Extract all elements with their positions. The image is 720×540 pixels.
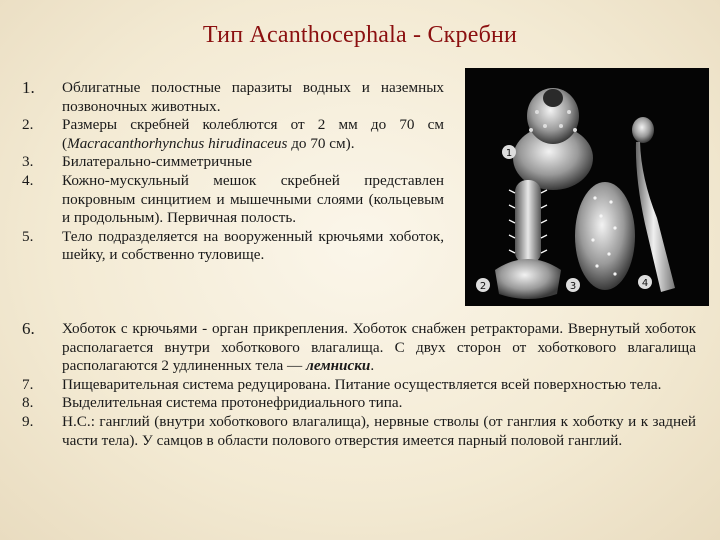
figure-label-2: 2	[479, 281, 487, 292]
item-text: Пищеварительная система редуцирована. Питание осуществляется всей поверхностью тела.	[62, 375, 662, 393]
list-item	[20, 228, 444, 265]
item-number: 4.	[22, 171, 34, 189]
item-number: 9.	[22, 412, 34, 430]
list-item	[20, 376, 696, 395]
list-item	[20, 394, 696, 413]
list-item	[20, 320, 696, 376]
item-text: Кожно-мускульный мешок скребней представлен покровным синцитием и мышечными слоями (кольцевым и продольным). Первичная полость.	[62, 171, 444, 227]
micrograph-svg	[465, 68, 709, 306]
item-number: 5.	[22, 227, 34, 245]
figure-label-3: 3	[569, 281, 577, 292]
item-text: Хоботок с крючьями - орган прикрепления. Хоботок снабжен ретракторами. Ввернутый хоботок располагается внутри хоботкового влагалища. С двух сторон от хоботкового влагалища располагаются 2 удлиненных тела —	[62, 320, 696, 375]
list-item	[20, 79, 444, 116]
item-text: Билатерально-симметричные	[62, 153, 252, 171]
item-number: 7.	[22, 375, 34, 393]
specimen-3	[575, 182, 635, 290]
item-text: Выделительная система протонефридиального типа.	[62, 394, 403, 412]
item-text: Размеры скребней колеблются от 2 мм до 70 см (	[62, 116, 444, 152]
item-number: 8.	[22, 394, 34, 412]
figure-label-1: 1	[505, 148, 513, 159]
item-number: 3.	[22, 153, 34, 171]
item-text: Облигатные полостные паразиты водных и наземных позвоночных животных.	[62, 79, 444, 115]
lemniski-term: лемниски	[306, 357, 371, 375]
item-text: Тело подразделяется на вооруженный крючьями хоботок, шейку, и собственно туловище.	[62, 227, 444, 264]
item-text: до 70 см).	[287, 134, 355, 152]
top-list	[20, 79, 444, 265]
item-number: 2.	[22, 116, 34, 134]
species-name: Macracanthorhynchus hirudinaceus	[67, 134, 288, 152]
bottom-list	[20, 320, 696, 450]
item-text: Н.С.: ганглий (внутри хоботкового влагалища), нервные стволы (от ганглия к хоботку и к задней части тела). У самцов в области полового отверстия имеется парный половой ганглий.	[62, 412, 696, 449]
list-item	[20, 413, 696, 450]
list-item	[20, 153, 444, 172]
slide-title: Тип Acanthocephala - Скребни	[202, 22, 518, 48]
item-text: .	[370, 357, 375, 375]
figure-label-4: 4	[641, 278, 649, 289]
list-item	[20, 172, 444, 228]
item-number: 6.	[22, 319, 35, 338]
acanthocephala-micrograph	[465, 68, 709, 306]
list-item	[20, 116, 444, 153]
item-number: 1.	[22, 78, 35, 97]
